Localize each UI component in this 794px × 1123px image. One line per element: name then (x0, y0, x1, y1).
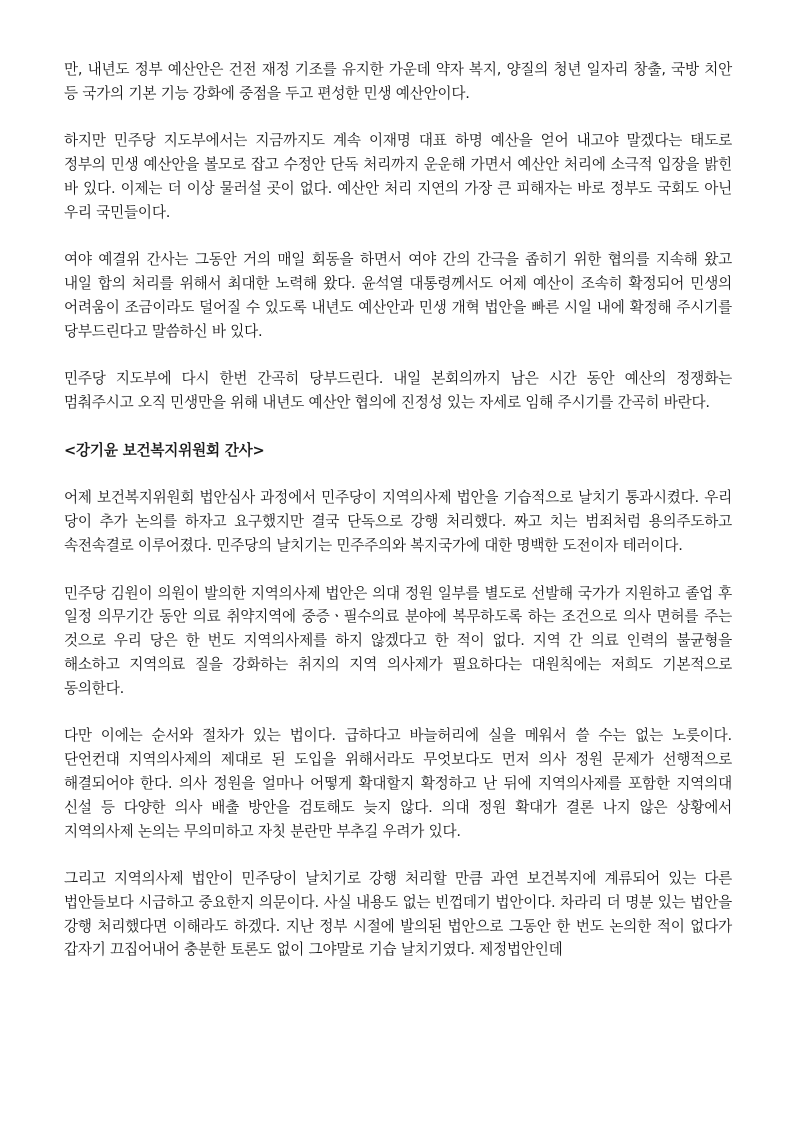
paragraph-budget-summary: 만, 내년도 정부 예산안은 건전 재정 기조를 유지한 가운데 약자 복지, 양질의 청년 일자리 창출, 국방 치안 등 국가의 기본 기능 강화에 중점을 두고 편성한 민생 예산안이다. (64, 61, 732, 102)
paragraph-order-and-procedure: 다만 이에는 순서와 절차가 있는 법이다. 급하다고 바늘허리에 실을 메워서 쓸 수는 없는 노릇이다. 단언컨대 지역의사제의 제대로 된 도입을 위해서라도 무엇보다도 먼저 의사 정원 문제가 선행적으로 해결되어야 한다. 의사 정원을 얼마나 어떻게 확대할지 확정하고 난 뒤에 지역의사제를 포함한 지역의대 신설 등 다양한 의사 배출 방안을 검토해도 늦지 않다. 의대 정원 확대가 결론 나지 않은 상황에서 지역의사제 논의는 무의미하고 자칫 분란만 부추길 우려가 있다. (64, 727, 732, 840)
paragraph-urgency-question: 그리고 지역의사제 법안이 민주당이 날치기로 강행 처리할 만큼 과연 보건복지에 계류되어 있는 다른 법안들보다 시급하고 중요한지 의문이다. 사실 내용도 없는 빈껍데기 법안이다. 차라리 더 명분 있는 법안을 강행 처리했다면 이해라도 하겠다. 지난 정부 시절에 발의된 법안으로 그동안 한 번도 논의한 적이 없다가 갑자기 끄집어내어 충분한 토론도 없이 그야말로 기습 날치기였다. 제정법안인데 (64, 870, 732, 959)
paragraph-regional-doctor-bill-passed: 어제 보건복지위원회 법안심사 과정에서 민주당이 지역의사제 법안을 기습적으로 날치기 통과시켰다. 우리 당이 추가 논의를 하자고 요구했지만 결국 단독으로 강행 처리했다. 짜고 치는 범죄처럼 용의주도하고 속전속결로 이루어졌다. 민주당의 날치기는 민주주의와 복지국가에 대한 명백한 도전이자 테러이다. (64, 489, 732, 554)
paragraph-regional-doctor-bill-content: 민주당 김원이 의원이 발의한 지역의사제 법안은 의대 정원 일부를 별도로 선발해 국가가 지원하고 졸업 후 일정 의무기간 동안 의료 취약지역에 중증ㆍ필수의료 분야에 복무하도록 하는 조건으로 의사 면허를 주는 것으로 우리 당은 한 번도 지역의사제를 하지 않겠다고 한 적이 없다. 지역 간 의료 인력의 불균형을 해소하고 지역의료 질을 강화하는 취지의 지역 의사제가 필요하다는 대원칙에는 저희도 기본적으로 동의한다. (64, 584, 732, 697)
paragraph-budget-committee-efforts: 여야 예결위 간사는 그동안 거의 매일 회동을 하면서 여야 간의 간극을 좁히기 위한 협의를 지속해 왔고 내일 합의 처리를 위해서 최대한 노력해 왔다. 윤석열 대통령께서도 어제 예산이 조속히 확정되어 민생의 어려움이 조금이라도 덜어질 수 있도록 내년도 예산안과 민생 개혁 법안을 빠른 시일 내에 확정해 주시기를 당부드린다고 말씀하신 바 있다. (64, 251, 732, 340)
section-heading-speaker: <강기윤 보건복지위원회 간사> (64, 441, 265, 459)
paragraph-democratic-party-stance: 하지만 민주당 지도부에서는 지금까지도 계속 이재명 대표 하명 예산을 얻어 내고야 말겠다는 태도로 정부의 민생 예산안을 볼모로 잡고 수정안 단독 처리까지 운운해 가면서 예산안 처리에 소극적 입장을 밝힌 바 있다. 이제는 더 이상 물러설 곳이 없다. 예산안 처리 지연의 가장 큰 피해자는 바로 정부도 국회도 아닌 우리 국민들이다. (64, 132, 732, 221)
paragraph-request-to-democratic-party: 민주당 지도부에 다시 한번 간곡히 당부드린다. 내일 본회의까지 남은 시간 동안 예산의 정쟁화는 멈춰주시고 오직 민생만을 위해 내년도 예산안 협의에 진정성 있는 자세로 임해 주시기를 간곡히 바란다. (64, 370, 732, 412)
